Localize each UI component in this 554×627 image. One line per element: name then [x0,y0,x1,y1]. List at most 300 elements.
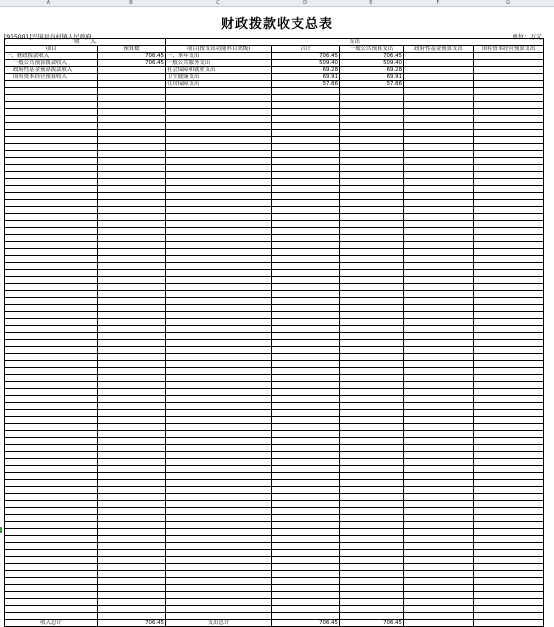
empty-cell[interactable] [272,375,340,382]
empty-cell[interactable] [5,431,98,438]
empty-cell[interactable] [474,550,544,557]
empty-cell[interactable] [340,151,404,158]
empty-cell[interactable] [474,480,544,487]
empty-cell[interactable] [474,494,544,501]
empty-cell[interactable] [98,480,166,487]
empty-cell[interactable] [272,221,340,228]
empty-cell[interactable] [166,298,272,305]
empty-cell[interactable] [474,137,544,144]
empty-cell[interactable] [474,158,544,165]
empty-cell[interactable] [474,88,544,95]
empty-cell[interactable] [98,221,166,228]
expense-total-label[interactable]: 支出总计 [166,620,272,627]
empty-cell[interactable] [5,445,98,452]
empty-cell[interactable] [404,564,474,571]
empty-cell[interactable] [272,592,340,599]
empty-cell[interactable] [5,312,98,319]
empty-cell[interactable] [404,284,474,291]
empty-cell[interactable] [340,116,404,123]
empty-cell[interactable] [474,606,544,613]
empty-cell[interactable] [404,95,474,102]
empty-cell[interactable] [5,410,98,417]
empty-cell[interactable] [340,326,404,333]
empty-cell[interactable] [340,536,404,543]
empty-cell[interactable] [272,333,340,340]
empty-cell[interactable] [404,473,474,480]
empty-cell[interactable] [340,606,404,613]
empty-cell[interactable] [340,186,404,193]
empty-cell[interactable] [98,361,166,368]
empty-cell[interactable] [166,263,272,270]
empty-cell[interactable] [474,214,544,221]
header-func-item[interactable]: 项目(按支出功能科目类级) [166,46,272,53]
empty-cell[interactable] [404,529,474,536]
empty-cell[interactable] [474,557,544,564]
empty-cell[interactable] [340,340,404,347]
empty-cell[interactable] [340,543,404,550]
empty-cell[interactable] [5,354,98,361]
empty-cell[interactable] [166,431,272,438]
empty-cell[interactable] [340,214,404,221]
empty-cell[interactable] [166,459,272,466]
empty-cell[interactable] [404,606,474,613]
empty-cell[interactable] [166,88,272,95]
empty-cell[interactable] [340,298,404,305]
empty-cell[interactable] [166,529,272,536]
empty-cell[interactable] [272,382,340,389]
empty-cell[interactable] [98,529,166,536]
header-fund[interactable]: 政府性基金预算支出 [404,46,474,53]
empty-cell[interactable] [474,473,544,480]
empty-cell[interactable] [98,263,166,270]
empty-cell[interactable] [166,228,272,235]
empty-cell[interactable] [98,130,166,137]
empty-cell[interactable] [5,228,98,235]
empty-cell[interactable] [5,116,98,123]
empty-cell[interactable] [272,207,340,214]
empty-cell[interactable] [98,382,166,389]
empty-cell[interactable] [166,256,272,263]
empty-cell[interactable] [404,291,474,298]
empty-cell[interactable] [272,200,340,207]
empty-cell[interactable] [340,228,404,235]
empty-cell[interactable] [5,361,98,368]
empty-cell[interactable] [166,130,272,137]
empty-cell[interactable] [272,298,340,305]
empty-cell[interactable] [98,137,166,144]
empty-cell[interactable] [474,417,544,424]
empty-cell[interactable] [340,508,404,515]
empty-cell[interactable] [340,95,404,102]
empty-cell[interactable] [98,606,166,613]
empty-cell[interactable] [272,550,340,557]
empty-cell[interactable] [474,466,544,473]
empty-cell[interactable] [98,326,166,333]
empty-cell[interactable] [5,501,98,508]
empty-cell[interactable] [404,144,474,151]
empty-cell[interactable] [474,144,544,151]
empty-cell[interactable] [272,88,340,95]
empty-cell[interactable] [166,536,272,543]
empty-cell[interactable] [166,116,272,123]
empty-cell[interactable] [5,172,98,179]
empty-cell[interactable] [166,151,272,158]
empty-cell[interactable] [98,298,166,305]
empty-cell[interactable] [272,179,340,186]
empty-cell[interactable] [272,354,340,361]
fund-budget-cell[interactable] [404,53,474,60]
income-amount-cell[interactable]: 706.45 [98,53,166,60]
empty-cell[interactable] [98,473,166,480]
empty-cell[interactable] [98,179,166,186]
empty-cell[interactable] [98,571,166,578]
empty-cell[interactable] [340,522,404,529]
income-item-cell[interactable]: 一般公共预算拨款收入 [5,60,98,67]
empty-cell[interactable] [340,305,404,312]
empty-cell[interactable] [474,186,544,193]
empty-cell[interactable] [98,494,166,501]
header-general[interactable]: 一般公共预算支出 [340,46,404,53]
empty-cell[interactable] [474,256,544,263]
empty-cell[interactable] [404,102,474,109]
empty-cell[interactable] [98,522,166,529]
general-total-amount[interactable]: 706.45 [340,620,404,627]
empty-cell[interactable] [98,305,166,312]
empty-cell[interactable] [98,256,166,263]
empty-cell[interactable] [98,242,166,249]
empty-cell[interactable] [98,592,166,599]
empty-cell[interactable] [474,235,544,242]
empty-cell[interactable] [5,599,98,606]
empty-cell[interactable] [5,214,98,221]
empty-cell[interactable] [98,277,166,284]
empty-cell[interactable] [404,235,474,242]
empty-cell[interactable] [272,578,340,585]
empty-cell[interactable] [272,438,340,445]
empty-cell[interactable] [5,179,98,186]
empty-cell[interactable] [272,585,340,592]
empty-cell[interactable] [404,417,474,424]
empty-cell[interactable] [404,396,474,403]
empty-cell[interactable] [5,396,98,403]
empty-cell[interactable] [340,452,404,459]
empty-cell[interactable] [98,340,166,347]
empty-cell[interactable] [166,326,272,333]
empty-cell[interactable] [5,186,98,193]
empty-cell[interactable] [404,228,474,235]
empty-cell[interactable] [474,424,544,431]
empty-cell[interactable] [272,319,340,326]
empty-cell[interactable] [272,417,340,424]
empty-cell[interactable] [474,228,544,235]
empty-cell[interactable] [474,284,544,291]
empty-cell[interactable] [474,543,544,550]
empty-cell[interactable] [474,291,544,298]
empty-cell[interactable] [98,501,166,508]
fund-budget-cell[interactable] [404,74,474,81]
empty-cell[interactable] [340,557,404,564]
col-letter-c[interactable]: C [216,0,220,6]
empty-cell[interactable] [474,459,544,466]
empty-cell[interactable] [474,438,544,445]
empty-cell[interactable] [272,466,340,473]
empty-cell[interactable] [272,172,340,179]
empty-cell[interactable] [166,193,272,200]
empty-cell[interactable] [404,543,474,550]
empty-cell[interactable] [166,242,272,249]
empty-cell[interactable] [340,403,404,410]
empty-cell[interactable] [98,466,166,473]
empty-cell[interactable] [98,193,166,200]
empty-cell[interactable] [5,263,98,270]
empty-cell[interactable] [474,277,544,284]
empty-cell[interactable] [98,144,166,151]
empty-cell[interactable] [474,613,544,620]
empty-cell[interactable] [404,172,474,179]
empty-cell[interactable] [272,326,340,333]
empty-cell[interactable] [474,487,544,494]
empty-cell[interactable] [272,536,340,543]
general-budget-cell[interactable]: 509.40 [340,60,404,67]
empty-cell[interactable] [98,319,166,326]
income-amount-cell[interactable] [98,81,166,88]
empty-cell[interactable] [474,312,544,319]
empty-cell[interactable] [474,445,544,452]
empty-cell[interactable] [166,452,272,459]
empty-cell[interactable] [166,375,272,382]
empty-cell[interactable] [5,522,98,529]
empty-cell[interactable] [166,291,272,298]
empty-cell[interactable] [166,214,272,221]
empty-cell[interactable] [404,354,474,361]
empty-cell[interactable] [272,515,340,522]
empty-cell[interactable] [272,340,340,347]
empty-cell[interactable] [474,319,544,326]
empty-cell[interactable] [340,613,404,620]
empty-cell[interactable] [404,578,474,585]
empty-cell[interactable] [340,417,404,424]
empty-cell[interactable] [474,536,544,543]
expense-item-cell[interactable]: 卫生健康支出 [166,74,272,81]
income-amount-cell[interactable] [98,74,166,81]
expense-total-amount[interactable]: 706.45 [272,620,340,627]
empty-cell[interactable] [404,536,474,543]
empty-cell[interactable] [98,333,166,340]
empty-cell[interactable] [340,571,404,578]
empty-cell[interactable] [166,403,272,410]
empty-cell[interactable] [272,361,340,368]
empty-cell[interactable] [5,277,98,284]
empty-cell[interactable] [340,382,404,389]
empty-cell[interactable] [340,438,404,445]
empty-cell[interactable] [404,508,474,515]
empty-cell[interactable] [340,578,404,585]
empty-cell[interactable] [166,305,272,312]
empty-cell[interactable] [340,256,404,263]
empty-cell[interactable] [5,375,98,382]
empty-cell[interactable] [272,557,340,564]
income-amount-cell[interactable]: 706.45 [98,60,166,67]
empty-cell[interactable] [166,109,272,116]
empty-cell[interactable] [98,207,166,214]
empty-cell[interactable] [404,158,474,165]
empty-cell[interactable] [166,382,272,389]
empty-cell[interactable] [340,221,404,228]
empty-cell[interactable] [5,368,98,375]
empty-cell[interactable] [474,396,544,403]
empty-cell[interactable] [340,88,404,95]
empty-cell[interactable] [5,88,98,95]
empty-cell[interactable] [5,291,98,298]
empty-cell[interactable] [404,165,474,172]
empty-cell[interactable] [340,347,404,354]
empty-cell[interactable] [98,228,166,235]
empty-cell[interactable] [5,403,98,410]
empty-cell[interactable] [5,389,98,396]
fund-budget-cell[interactable] [404,60,474,67]
income-group-header[interactable]: 收 入 [5,39,166,46]
empty-cell[interactable] [5,249,98,256]
empty-cell[interactable] [272,193,340,200]
state-capital-cell[interactable] [474,74,544,81]
empty-cell[interactable] [404,592,474,599]
empty-cell[interactable] [5,536,98,543]
empty-cell[interactable] [474,410,544,417]
empty-cell[interactable] [5,466,98,473]
empty-cell[interactable] [340,179,404,186]
empty-cell[interactable] [272,242,340,249]
empty-cell[interactable] [272,214,340,221]
empty-cell[interactable] [474,270,544,277]
empty-cell[interactable] [404,557,474,564]
empty-cell[interactable] [5,200,98,207]
empty-cell[interactable] [166,557,272,564]
total-cell[interactable]: 57.86 [272,81,340,88]
empty-cell[interactable] [272,228,340,235]
empty-cell[interactable] [5,319,98,326]
empty-cell[interactable] [272,144,340,151]
empty-cell[interactable] [404,522,474,529]
empty-cell[interactable] [474,515,544,522]
empty-cell[interactable] [474,361,544,368]
empty-cell[interactable] [166,102,272,109]
empty-cell[interactable] [404,410,474,417]
empty-cell[interactable] [272,235,340,242]
expense-item-cell[interactable]: 社会保障和就业支出 [166,67,272,74]
empty-cell[interactable] [404,571,474,578]
empty-cell[interactable] [404,494,474,501]
empty-cell[interactable] [474,193,544,200]
empty-cell[interactable] [272,529,340,536]
empty-cell[interactable] [5,130,98,137]
empty-cell[interactable] [98,172,166,179]
empty-cell[interactable] [404,389,474,396]
empty-cell[interactable] [404,585,474,592]
empty-cell[interactable] [98,109,166,116]
empty-cell[interactable] [272,123,340,130]
empty-cell[interactable] [166,480,272,487]
empty-cell[interactable] [5,480,98,487]
empty-cell[interactable] [5,165,98,172]
empty-cell[interactable] [404,179,474,186]
empty-cell[interactable] [5,550,98,557]
empty-cell[interactable] [5,557,98,564]
empty-cell[interactable] [166,550,272,557]
empty-cell[interactable] [340,249,404,256]
empty-cell[interactable] [166,277,272,284]
empty-cell[interactable] [404,200,474,207]
empty-cell[interactable] [166,473,272,480]
empty-cell[interactable] [98,438,166,445]
empty-cell[interactable] [340,480,404,487]
fund-budget-cell[interactable] [404,81,474,88]
empty-cell[interactable] [340,550,404,557]
empty-cell[interactable] [98,347,166,354]
empty-cell[interactable] [474,522,544,529]
state-capital-cell[interactable] [474,81,544,88]
empty-cell[interactable] [474,382,544,389]
empty-cell[interactable] [404,277,474,284]
empty-cell[interactable] [340,599,404,606]
empty-cell[interactable] [404,214,474,221]
empty-cell[interactable] [98,88,166,95]
empty-cell[interactable] [166,347,272,354]
empty-cell[interactable] [272,410,340,417]
col-letter-a[interactable]: A [46,0,51,6]
empty-cell[interactable] [5,424,98,431]
empty-cell[interactable] [340,473,404,480]
general-budget-cell[interactable]: 706.45 [340,53,404,60]
total-cell[interactable]: 509.40 [272,60,340,67]
empty-cell[interactable] [340,172,404,179]
empty-cell[interactable] [98,165,166,172]
empty-cell[interactable] [340,158,404,165]
empty-cell[interactable] [340,277,404,284]
empty-cell[interactable] [5,494,98,501]
empty-cell[interactable] [474,501,544,508]
empty-cell[interactable] [340,445,404,452]
empty-cell[interactable] [404,501,474,508]
empty-cell[interactable] [166,522,272,529]
empty-cell[interactable] [474,95,544,102]
empty-cell[interactable] [474,592,544,599]
empty-cell[interactable] [98,564,166,571]
empty-cell[interactable] [166,466,272,473]
empty-cell[interactable] [340,235,404,242]
empty-cell[interactable] [474,599,544,606]
empty-cell[interactable] [404,263,474,270]
empty-cell[interactable] [272,130,340,137]
empty-cell[interactable] [272,305,340,312]
empty-cell[interactable] [166,445,272,452]
empty-cell[interactable] [404,550,474,557]
total-cell[interactable]: 706.45 [272,53,340,60]
expense-item-cell[interactable]: 一、本年支出 [166,53,272,60]
empty-cell[interactable] [166,494,272,501]
income-item-cell[interactable] [5,81,98,88]
header-state[interactable]: 国有资本经营预算支出 [474,46,544,53]
empty-cell[interactable] [340,494,404,501]
empty-cell[interactable] [272,109,340,116]
empty-cell[interactable] [404,326,474,333]
empty-cell[interactable] [272,487,340,494]
empty-cell[interactable] [5,95,98,102]
empty-cell[interactable] [474,431,544,438]
empty-cell[interactable] [98,291,166,298]
empty-cell[interactable] [474,151,544,158]
empty-cell[interactable] [166,186,272,193]
empty-cell[interactable] [5,543,98,550]
